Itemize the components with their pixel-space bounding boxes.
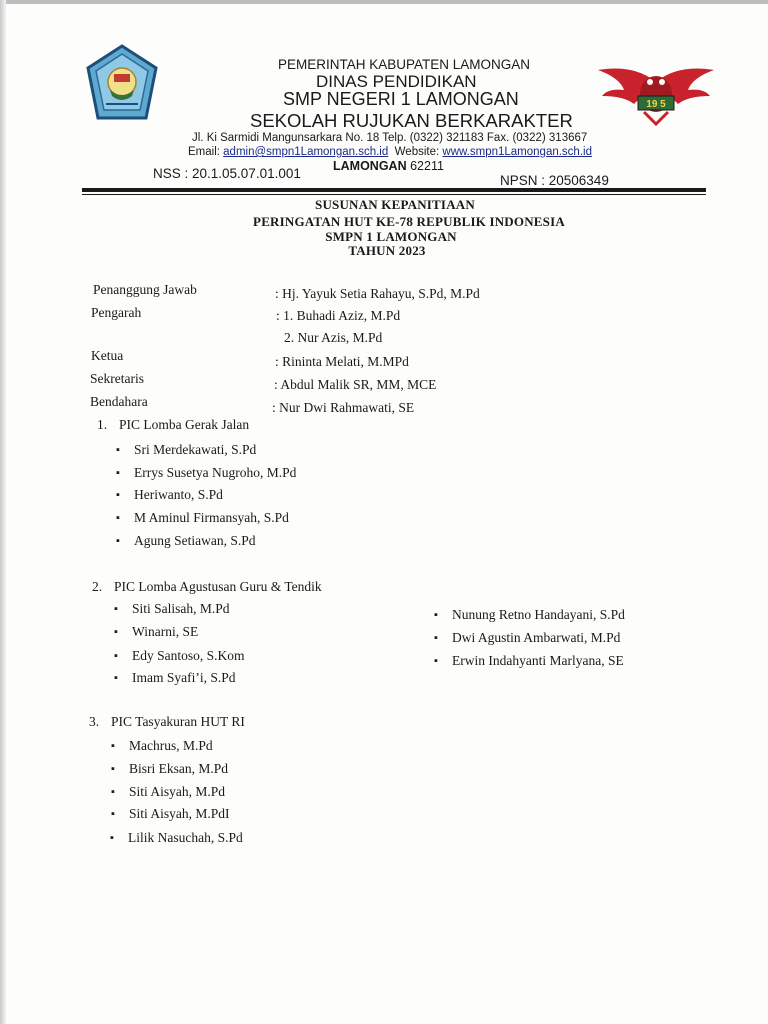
section-heading: [97, 417, 249, 433]
letterhead-address: Jl. Ki Sarmidi Mangunsarkara No. 18 Telp. (0322) 321183 Fax. (0322) 313667: [192, 132, 588, 144]
list-item: ▪ Bisri Eksan, M.Pd: [111, 761, 228, 777]
letterhead-school-name: SMP NEGERI 1 LAMONGAN: [283, 89, 519, 109]
role-label: Penanggung Jawab: [93, 282, 197, 297]
list-item: ▪ Lilik Nasuchah, S.Pd: [110, 830, 243, 846]
letterhead-city: [333, 159, 444, 173]
city-name: LAMONGAN: [333, 159, 407, 173]
section-title: PIC Lomba Gerak Jalan: [119, 417, 250, 432]
role-value: 2. Nur Azis, M.Pd: [284, 330, 383, 345]
list-item: ▪ Heriwanto, S.Pd: [116, 487, 223, 503]
list-item: ▪ Dwi Agustin Ambarwati, M.Pd: [434, 630, 620, 646]
letterhead-department: DINAS PENDIDIKAN: [316, 72, 477, 91]
document-subtitle-school: SMPN 1 LAMONGAN: [325, 229, 457, 244]
section-number: 1.: [97, 417, 108, 432]
list-item: ▪ Siti Salisah, M.Pd: [114, 601, 230, 617]
role-value: : Rininta Melati, M.MPd: [275, 354, 409, 369]
letterhead-contact: [188, 146, 592, 158]
letterhead-divider-thick: [82, 188, 706, 192]
school-emblem-text: 19 5: [646, 99, 666, 110]
list-item: ▪ Agung Setiawan, S.Pd: [116, 533, 256, 549]
role-label: Sekretaris: [90, 371, 144, 386]
role-label: Pengarah: [91, 305, 142, 320]
list-item: ▪ Erwin Indahyanti Marlyana, SE: [434, 653, 624, 669]
school-emblem-logo: [594, 62, 718, 128]
npsn-number: NPSN : 20506349: [500, 173, 609, 188]
postcode: 62211: [406, 159, 444, 173]
section-heading: [89, 714, 245, 730]
list-item: ▪ Edy Santoso, S.Kom: [114, 648, 245, 664]
section-title: PIC Lomba Agustusan Guru & Tendik: [114, 579, 322, 594]
list-item: ▪ M Aminul Firmansyah, S.Pd: [116, 510, 289, 526]
list-item: ▪ Siti Aisyah, M.PdI: [111, 806, 230, 822]
section-number: 3.: [89, 714, 100, 729]
website-link[interactable]: www.smpn1Lamongan.sch.id: [442, 146, 592, 158]
email-label: Email:: [188, 146, 224, 158]
role-value: : 1. Buhadi Aziz, M.Pd: [276, 308, 401, 323]
section-title: PIC Tasyakuran HUT RI: [111, 714, 245, 729]
letterhead-school-tagline: SEKOLAH RUJUKAN BERKARAKTER: [250, 110, 573, 131]
scan-edge-left: [0, 0, 6, 1024]
list-item: ▪ Winarni, SE: [114, 624, 198, 640]
role-label: Ketua: [91, 348, 124, 363]
list-item: ▪ Errys Susetya Nugroho, M.Pd: [116, 465, 296, 481]
list-item: ▪ Siti Aisyah, M.Pd: [111, 784, 225, 800]
email-link[interactable]: admin@smpn1Lamongan.sch.id: [223, 146, 389, 158]
website-label: Website:: [394, 146, 443, 158]
role-value: : Hj. Yayuk Setia Rahayu, S.Pd, M.Pd: [275, 286, 480, 301]
list-item: ▪ Sri Merdekawati, S.Pd: [116, 442, 256, 458]
letterhead-government: PEMERINTAH KABUPATEN LAMONGAN: [278, 57, 531, 72]
section-heading: [92, 579, 322, 595]
document-title: SUSUNAN KEPANITIAAN: [315, 197, 475, 212]
document-subtitle-year: TAHUN 2023: [348, 243, 426, 258]
nss-number: NSS : 20.1.05.07.01.001: [153, 166, 301, 181]
section-number: 2.: [92, 579, 103, 594]
list-item: ▪ Nunung Retno Handayani, S.Pd: [434, 607, 625, 623]
scan-edge-top: [0, 0, 768, 4]
letterhead-divider-thin: [82, 194, 706, 195]
lamongan-emblem-logo: [84, 44, 160, 124]
list-item: ▪ Machrus, M.Pd: [111, 738, 213, 754]
role-label: Bendahara: [90, 394, 148, 409]
role-value: : Nur Dwi Rahmawati, SE: [272, 400, 415, 415]
role-value: : Abdul Malik SR, MM, MCE: [274, 377, 437, 392]
list-item: ▪ Imam Syafi’i, S.Pd: [114, 670, 236, 686]
document-subtitle-event: PERINGATAN HUT KE-78 REPUBLIK INDONESIA: [253, 214, 565, 229]
